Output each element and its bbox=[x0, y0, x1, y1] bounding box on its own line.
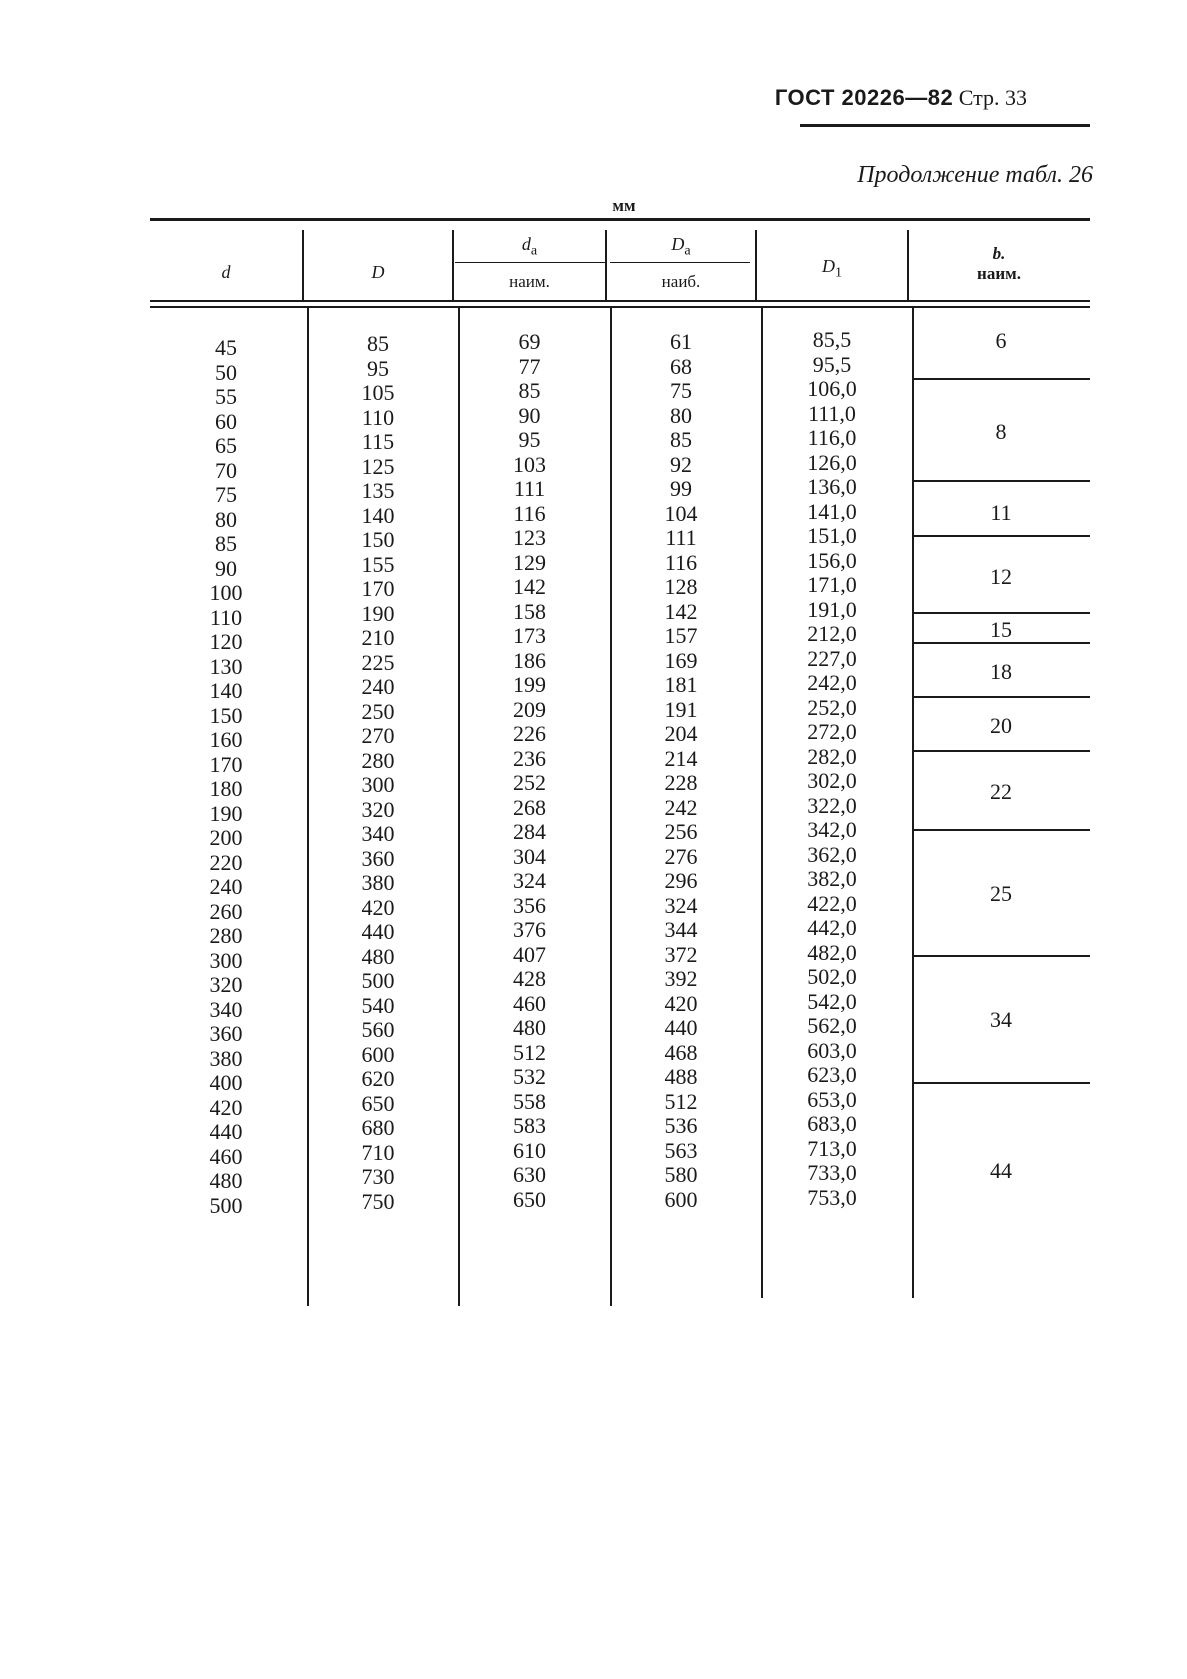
table-cell-D1: 272,0 bbox=[807, 719, 857, 744]
table-cell-d: 320 bbox=[209, 972, 243, 997]
table-cell-D: 440 bbox=[361, 919, 395, 944]
table-cell-D: 225 bbox=[361, 649, 395, 675]
b-group-rule bbox=[912, 480, 1090, 482]
table-cell-d: 45 bbox=[215, 335, 237, 360]
table-cell-D1: 482,0 bbox=[807, 939, 857, 965]
table-cell-d: 130 bbox=[209, 653, 243, 679]
table-cell-D: 105 bbox=[361, 380, 395, 405]
table-cell-da: 158 bbox=[513, 598, 546, 624]
table-cell-da: 512 bbox=[513, 1039, 546, 1065]
table-cell-D: 110 bbox=[361, 404, 395, 430]
table-cell-D1: 683,0 bbox=[807, 1111, 857, 1136]
table-cell-d: 380 bbox=[209, 1045, 243, 1071]
table-cell-D: 280 bbox=[361, 747, 395, 773]
table-cell-D1: 212,0 bbox=[807, 621, 857, 646]
b-group-value: 34 bbox=[990, 1007, 1012, 1032]
table-cell-d: 60 bbox=[215, 408, 237, 434]
table-cell-D: 240 bbox=[361, 674, 395, 699]
table-cell-D1: 562,0 bbox=[807, 1013, 857, 1038]
table-cell-D1: 442,0 bbox=[807, 915, 857, 940]
table-cell-D: 560 bbox=[361, 1017, 395, 1042]
table-cell-d: 120 bbox=[209, 629, 243, 654]
column-Da bbox=[607, 330, 755, 1212]
table-cell-D: 500 bbox=[361, 968, 395, 993]
table-cell-D1: 653,0 bbox=[807, 1086, 857, 1112]
table-cell-da: 376 bbox=[513, 917, 546, 942]
table-cell-D: 150 bbox=[361, 527, 395, 552]
table-cell-D1: 362,0 bbox=[807, 841, 857, 867]
table-cell-da: 650 bbox=[513, 1186, 546, 1212]
table-cell-Da: 191 bbox=[664, 696, 698, 722]
table-cell-da: 77 bbox=[518, 353, 541, 379]
table-cell-D: 155 bbox=[361, 551, 395, 577]
b-group-value: 20 bbox=[990, 713, 1012, 738]
table-cell-d: 220 bbox=[209, 849, 243, 875]
table-cell-da: 116 bbox=[513, 500, 546, 526]
table-cell-D1: 106,0 bbox=[807, 376, 857, 401]
table-cell-D: 140 bbox=[361, 502, 395, 528]
b-group-rule bbox=[912, 829, 1090, 831]
col-sep-5-body bbox=[912, 308, 914, 1298]
table-cell-D: 125 bbox=[361, 453, 395, 479]
table-cell-D1: 282,0 bbox=[807, 743, 857, 769]
table-cell-D1: 422,0 bbox=[807, 890, 857, 916]
table-cell-d: 110 bbox=[209, 604, 243, 630]
table-cell-D: 680 bbox=[361, 1115, 395, 1140]
table-cell-Da: 68 bbox=[670, 353, 692, 379]
table-cell-D1: 126,0 bbox=[807, 449, 857, 475]
table-cell-Da: 92 bbox=[670, 451, 692, 477]
table-cell-D1: 542,0 bbox=[807, 988, 857, 1014]
header-Da-note: наиб. bbox=[661, 272, 701, 291]
table-cell-D1: 623,0 bbox=[807, 1062, 857, 1087]
table-cell-da: 90 bbox=[518, 402, 541, 428]
b-group-rule bbox=[912, 535, 1090, 537]
table-cell-d: 65 bbox=[215, 433, 237, 458]
header-bottom-rule-1 bbox=[150, 300, 1090, 302]
table-cell-D1: 242,0 bbox=[807, 670, 857, 695]
table-cell-da: 173 bbox=[513, 623, 546, 648]
table-cell-D1: 141,0 bbox=[807, 498, 857, 524]
table-cell-Da: 392 bbox=[664, 966, 698, 991]
table-cell-da: 111 bbox=[513, 476, 546, 501]
table-cell-Da: 116 bbox=[664, 549, 698, 575]
table-cell-D1: 171,0 bbox=[807, 572, 857, 597]
header-b-note: наим. bbox=[977, 264, 1021, 283]
header-D: D bbox=[371, 262, 385, 282]
table-cell-Da: 536 bbox=[664, 1113, 698, 1138]
table-cell-Da: 157 bbox=[664, 623, 698, 648]
units-label: мм bbox=[612, 196, 636, 215]
table-cell-d: 190 bbox=[209, 800, 243, 826]
b-group-value: 44 bbox=[990, 1158, 1012, 1183]
header-Da: $D_a$ bbox=[671, 234, 691, 259]
table-cell-D: 115 bbox=[361, 429, 395, 454]
table-cell-d: 90 bbox=[215, 555, 237, 581]
standard-number: ГОСТ 20226—82 bbox=[774, 85, 954, 110]
table-cell-D1: 753,0 bbox=[807, 1184, 857, 1210]
header-d: d bbox=[221, 262, 231, 282]
table-cell-D1: 136,0 bbox=[807, 474, 857, 499]
table-cell-D: 540 bbox=[361, 992, 395, 1018]
table-cell-d: 160 bbox=[209, 727, 243, 752]
table-cell-da: 236 bbox=[513, 745, 546, 771]
table-cell-D1: 302,0 bbox=[807, 768, 857, 793]
table-cell-D: 135 bbox=[361, 478, 395, 503]
table-cell-Da: 99 bbox=[670, 476, 692, 501]
table-cell-d: 440 bbox=[209, 1119, 243, 1144]
header-b: b. bbox=[992, 244, 1006, 263]
table-cell-da: 252 bbox=[513, 770, 546, 795]
table-cell-D: 85 bbox=[367, 331, 389, 356]
table-cell-da: 460 bbox=[513, 990, 546, 1016]
table-cell-D: 300 bbox=[361, 772, 395, 797]
table-cell-Da: 512 bbox=[664, 1088, 698, 1114]
table-cell-Da: 276 bbox=[664, 843, 698, 869]
header-D1: $D_1$ bbox=[821, 256, 843, 281]
b-group-value: 18 bbox=[990, 659, 1012, 684]
table-cell-D1: 733,0 bbox=[807, 1160, 857, 1185]
table-cell-da: 480 bbox=[513, 1015, 546, 1040]
table-cell-D1: 252,0 bbox=[807, 694, 857, 720]
table-cell-D: 210 bbox=[361, 625, 395, 650]
b-group-value: 6 bbox=[995, 328, 1007, 353]
table-cell-da: 123 bbox=[513, 525, 546, 550]
table-cell-d: 150 bbox=[209, 702, 243, 728]
table-cell-D1: 603,0 bbox=[807, 1037, 857, 1063]
table-cell-d: 240 bbox=[209, 874, 243, 899]
table-cell-D1: 342,0 bbox=[807, 817, 857, 842]
table-cell-da: 268 bbox=[513, 794, 546, 820]
table-cell-D: 480 bbox=[361, 943, 395, 969]
table-cell-da: 129 bbox=[513, 549, 546, 575]
table-cell-Da: 214 bbox=[664, 745, 698, 771]
table-cell-da: 356 bbox=[513, 892, 546, 918]
table-cell-da: 304 bbox=[513, 843, 546, 869]
table-cell-Da: 488 bbox=[664, 1064, 698, 1089]
table-cell-D: 320 bbox=[361, 796, 395, 822]
table-cell-D1: 191,0 bbox=[807, 596, 857, 622]
table-cell-da: 103 bbox=[513, 451, 546, 477]
column-D bbox=[304, 332, 452, 1214]
table-cell-D: 270 bbox=[361, 723, 395, 748]
table-cell-Da: 580 bbox=[664, 1162, 698, 1187]
table-cell-D1: 322,0 bbox=[807, 792, 857, 818]
header-da: $d_a$ bbox=[521, 234, 538, 259]
table-cell-da: 558 bbox=[513, 1088, 546, 1114]
table-cell-d: 280 bbox=[209, 923, 243, 948]
table-cell-da: 69 bbox=[518, 329, 541, 354]
table-cell-D: 650 bbox=[361, 1090, 395, 1116]
table-cell-d: 200 bbox=[209, 825, 243, 850]
table-cell-D: 420 bbox=[361, 894, 395, 920]
table-cell-D: 340 bbox=[361, 821, 395, 846]
table-cell-d: 460 bbox=[209, 1143, 243, 1169]
table-cell-D1: 382,0 bbox=[807, 866, 857, 891]
da-subheader-rule bbox=[455, 262, 605, 263]
table-cell-Da: 181 bbox=[664, 672, 698, 697]
b-group-rule bbox=[912, 750, 1090, 752]
table-cell-d: 480 bbox=[209, 1168, 243, 1193]
table-cell-D: 380 bbox=[361, 870, 395, 895]
table-cell-da: 186 bbox=[513, 647, 546, 673]
table-cell-Da: 600 bbox=[664, 1186, 698, 1212]
table-cell-d: 75 bbox=[215, 482, 237, 507]
table-cell-Da: 169 bbox=[664, 647, 698, 673]
table-cell-D: 170 bbox=[361, 576, 395, 601]
table-cell-d: 400 bbox=[209, 1070, 243, 1095]
table-cell-d: 260 bbox=[209, 898, 243, 924]
b-group-value: 15 bbox=[990, 617, 1012, 642]
table-top-rule bbox=[150, 218, 1090, 221]
page-header bbox=[775, 85, 1027, 111]
table-cell-d: 500 bbox=[209, 1192, 243, 1218]
b-group-value: 12 bbox=[990, 564, 1012, 589]
table-cell-da: 407 bbox=[513, 941, 546, 967]
table-cell-d: 170 bbox=[209, 751, 243, 777]
table-cell-D: 95 bbox=[367, 355, 389, 381]
table-cell-D1: 116,0 bbox=[807, 425, 857, 450]
table-cell-da: 199 bbox=[513, 672, 546, 697]
table-cell-Da: 111 bbox=[665, 525, 697, 550]
table-cell-da: 630 bbox=[513, 1162, 546, 1187]
table-cell-Da: 128 bbox=[664, 574, 698, 599]
table-cell-da: 95 bbox=[518, 427, 541, 452]
b-group-value: 8 bbox=[995, 419, 1007, 444]
table-cell-D1: 95,5 bbox=[812, 351, 852, 377]
table-cell-da: 209 bbox=[513, 696, 546, 722]
table-cell-D1: 85,5 bbox=[812, 327, 852, 352]
table-cell-Da: 344 bbox=[664, 917, 698, 942]
table-cell-d: 85 bbox=[215, 531, 237, 556]
Da-subheader-rule bbox=[610, 262, 750, 263]
table-cell-Da: 61 bbox=[670, 329, 692, 354]
table-cell-d: 360 bbox=[209, 1021, 243, 1046]
table-cell-Da: 75 bbox=[670, 378, 692, 403]
table-cell-d: 180 bbox=[209, 776, 243, 801]
table-cell-Da: 296 bbox=[664, 868, 698, 893]
b-group-rule bbox=[912, 612, 1090, 614]
b-group-value: 22 bbox=[990, 779, 1012, 804]
table-cell-da: 85 bbox=[518, 378, 541, 403]
table-cell-D: 710 bbox=[361, 1139, 395, 1165]
table-cell-D1: 151,0 bbox=[807, 523, 857, 548]
table-cell-Da: 85 bbox=[670, 427, 692, 452]
table-cell-Da: 420 bbox=[664, 990, 698, 1016]
table-cell-da: 324 bbox=[513, 868, 546, 893]
table-cell-D: 730 bbox=[361, 1164, 395, 1189]
table-cell-d: 55 bbox=[215, 384, 237, 409]
column-d bbox=[150, 336, 302, 1218]
table-cell-Da: 204 bbox=[664, 721, 698, 746]
table-cell-d: 100 bbox=[209, 580, 243, 605]
b-group-rule bbox=[912, 642, 1090, 644]
table-cell-Da: 440 bbox=[664, 1015, 698, 1040]
table-cell-da: 428 bbox=[513, 966, 546, 991]
table-cell-d: 300 bbox=[209, 947, 243, 973]
table-cell-D1: 111,0 bbox=[808, 400, 856, 426]
table-cell-Da: 563 bbox=[664, 1137, 698, 1163]
table-cell-da: 226 bbox=[513, 721, 546, 746]
table-cell-da: 610 bbox=[513, 1137, 546, 1163]
table-cell-D: 600 bbox=[361, 1041, 395, 1067]
b-group-rule bbox=[912, 696, 1090, 698]
table-cell-da: 142 bbox=[513, 574, 546, 599]
table-cell-D1: 156,0 bbox=[807, 547, 857, 573]
table-cell-da: 284 bbox=[513, 819, 546, 844]
header-bottom-rule-2 bbox=[150, 306, 1090, 308]
table-cell-d: 70 bbox=[215, 457, 237, 483]
table-cell-Da: 142 bbox=[664, 598, 698, 624]
table-cell-d: 50 bbox=[215, 359, 237, 385]
page-number: Стр. 33 bbox=[958, 85, 1027, 110]
table-cell-da: 583 bbox=[513, 1113, 546, 1138]
table-cell-Da: 468 bbox=[664, 1039, 698, 1065]
table-cell-Da: 104 bbox=[664, 500, 698, 526]
table-cell-D: 250 bbox=[361, 698, 395, 724]
table-cell-Da: 372 bbox=[664, 941, 698, 967]
table-cell-D1: 502,0 bbox=[807, 964, 857, 989]
header-rule bbox=[800, 124, 1090, 127]
table-continuation-title: Продолжение табл. 26 bbox=[857, 162, 1093, 188]
table-cell-d: 420 bbox=[209, 1094, 243, 1120]
table-cell-Da: 324 bbox=[664, 892, 698, 918]
table-cell-D: 620 bbox=[361, 1066, 395, 1091]
b-group-value: 11 bbox=[990, 500, 1012, 525]
b-group-rule bbox=[912, 378, 1090, 380]
table-cell-D1: 713,0 bbox=[807, 1135, 857, 1161]
table-cell-D1: 227,0 bbox=[807, 645, 857, 671]
table-cell-D: 750 bbox=[361, 1188, 395, 1214]
header-da-note: наим. bbox=[509, 272, 550, 291]
table-cell-Da: 242 bbox=[664, 794, 698, 820]
table-cell-D: 190 bbox=[361, 600, 395, 626]
table-cell-d: 80 bbox=[215, 506, 237, 532]
table-cell-Da: 80 bbox=[670, 402, 692, 428]
table-cell-D: 360 bbox=[361, 845, 395, 871]
table-cell-da: 532 bbox=[513, 1064, 546, 1089]
table-cell-Da: 256 bbox=[664, 819, 698, 844]
b-group-rule bbox=[912, 955, 1090, 957]
table-cell-d: 340 bbox=[209, 996, 243, 1022]
column-da bbox=[454, 330, 605, 1212]
column-D1 bbox=[757, 328, 907, 1210]
b-group-rule bbox=[912, 1082, 1090, 1084]
b-group-value: 25 bbox=[990, 881, 1012, 906]
table-cell-d: 140 bbox=[209, 678, 243, 703]
table-cell-Da: 228 bbox=[664, 770, 698, 795]
